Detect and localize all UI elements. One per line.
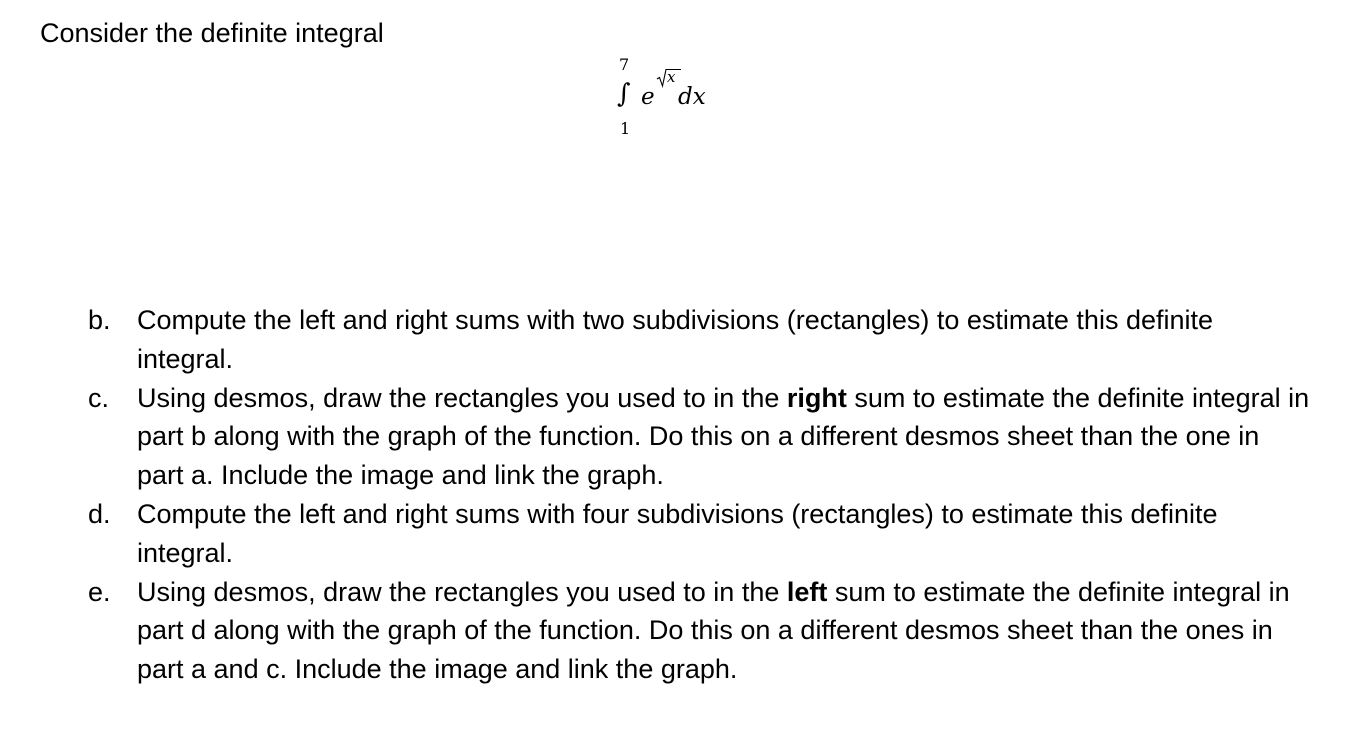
exponent-variable: x [667,68,676,86]
question-item-d [0,495,1350,573]
question-item-b [0,301,1350,379]
item-text-part: Compute the left and right sums with two subdivisions (rectangles) to estimate this definite integral. [137,305,1214,374]
item-text-part: Using desmos, draw the rectangles you used to in the [137,382,787,413]
item-text [137,573,1310,689]
item-marker: e. [88,576,111,607]
integral-equation [614,54,744,144]
integral-sign: ∫ [617,79,631,109]
question-list [0,301,1350,689]
item-text-part: sum to estimate the definite integral in part b along with the graph of the function. Do this on a different desmos sheet than the one in part a. Include the image and link the graph. [137,382,1310,491]
question-item-c [0,379,1350,495]
lower-limit: 1 [620,119,631,138]
integrand-base: e [641,84,655,110]
item-text-part: Using desmos, draw the rectangles you used to in the [137,576,787,607]
item-emphasis: left [786,576,828,607]
item-text [137,301,1310,379]
intro-text: Consider the definite integral [40,18,384,48]
item-marker: d. [88,498,111,529]
item-text [137,379,1310,495]
item-marker: b. [88,305,111,335]
question-item-e [0,573,1350,689]
item-marker: c. [88,382,110,413]
item-text-part: sum to estimate the definite integral in part d along with the graph of the function. Do this on a different desmos sheet than the ones in part a and c. Include the image and link the graph. [137,576,1290,685]
item-emphasis: right [786,382,847,413]
differential: dx [678,84,706,110]
item-text [137,495,1310,573]
upper-limit: 7 [619,55,630,74]
item-text-part: Compute the left and right sums with four subdivisions (rectangles) to estimate this definite integral. [137,498,1218,568]
